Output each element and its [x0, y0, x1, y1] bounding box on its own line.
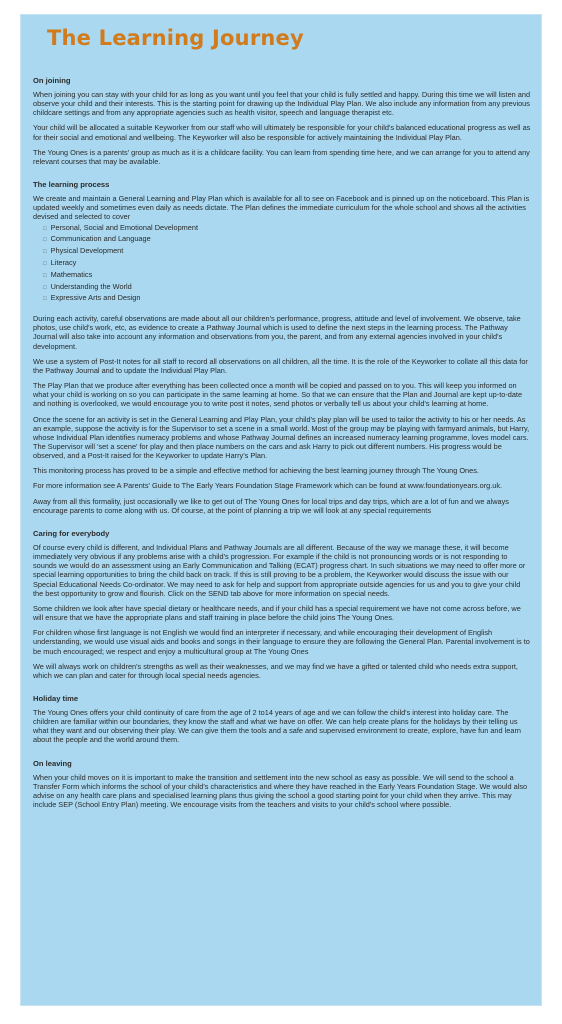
- section-heading: Caring for everybody: [33, 528, 110, 538]
- list-item: □ Personal, Social and Emotional Development: [43, 223, 532, 235]
- section-heading: On leaving: [33, 758, 72, 768]
- paragraph: Some children we look after have special dietary or healthcare needs, and if your child has a special requirement we have not come across before, we will ensure that we have the appropriate plans and staff training in place before the child joins The Young Ones.: [33, 603, 521, 623]
- section-on-joining: [33, 76, 532, 166]
- learning-areas-list: [43, 223, 532, 306]
- paragraph: The Young Ones offers your child continuity of care from the age of 2 to14 years of age and we can follow the child's interest into holiday care. The children are familiar within our boundaries, they know the staff and what we have on offer. We can help create plans for the holidays by their telling us what they want and our observing their play. We can give them the tools and a safe and supervised environment to create, explore, have fun and learn about the people and the world around them.: [33, 707, 521, 745]
- paragraph: We will always work on children's strengths as well as their weaknesses, and we may find we have a gifted or talented child who needs extra support, which we can plan and cater for through local special needs agencies.: [33, 661, 518, 680]
- paragraph: The Play Plan that we produce after everything has been collected once a month will be copied and passed on to you. This will keep you informed on what your child is working on so you can participate in the same learning at home. So that we can ensure that the Plan and Journal are kept up-to-date and nothing is overlooked, we would encourage you to write post it notes, send photos or verbally tell us about your child's learning at home.: [33, 381, 523, 409]
- paragraph: Of course every child is different, and Individual Plans and Pathway Journals are all different. Because of the way we manage these, it will become immediately very obvious if any problems arise with a child's progression. For example if the child is not pronouncing words or is not responding to sounds we would do an assessment using an Early Communication and Talking (ECAT) progress chart. In such situations we may need to offer more or special learning opportunities to bring the child back on track. If this is still proving to be a problem, the Keyworker would discuss the issue with our Special Educational Needs Co-ordinator. We may need to ask for help and support from appropriate outside agencies for us and you to give your child the best opportunity to grow and flourish. Click on the SEND tab above for more information on special needs.: [33, 542, 526, 598]
- paragraph: For children whose first language is not English we would find an interpreter if necessary, and while encouraging their development of English understanding, we would use visual aids and books and songs in their language to ensure they are following the General Plan. Parental involvement is to be much encouraged; we respect and enjoy a multicultural group at The Young Ones: [33, 628, 530, 656]
- section-on-leaving: [33, 759, 532, 810]
- paragraph: Away from all this formality, just occasionally we like to get out of The Young Ones for local trips and day trips, which are a lot of fun and we always encourage parents to come along with us. Of course, at the point of planning a trip we will look at any special requirements: [33, 496, 509, 515]
- paragraph: The Young Ones is a parents' group as much as it is a childcare facility. You can learn from spending time here, and we can arrange for you to attend any relevant courses that may be available.: [33, 147, 530, 166]
- section-heading: The learning process: [33, 180, 110, 190]
- section-heading: On joining: [33, 76, 71, 85]
- paragraph: Your child will be allocated a suitable Keyworker from our staff who will ultimately be responsible for your child's balanced educational progress as well as for their social and emotional and wellbeing. The Keyworker will also be responsible for actively maintaining the Individual Play Plan.: [33, 123, 531, 142]
- section-heading: Holiday time: [33, 693, 79, 703]
- paragraph: When joining you can stay with your child for as long as you want until you feel that your child is fully settled and happy. During this time we will listen and observe your child and their interests. This is the starting point for drawing up the Individual Play Plan. We also include any information from any previous childcare settings and from any appropriate agencies such as health visitor, speech and language therapist etc.: [33, 90, 531, 118]
- section-holiday-time: [33, 694, 532, 745]
- paragraph: Once the scene for an activity is set in the General Learning and Play Plan, your child's play plan will be used to tailor the activity to his or her needs. As an example, suppose the activity is for the Supervisor to set a scene in a small world. Most of the group may be playing with farmyard animals, but Harry, whose Individual Plan identifies numeracy problems and whose Pathway Journal defines an increased numeracy learning programme, loves model cars. The Supervisor will 'set a scene' for play and then place numbers on the cars and ask Harry to pick out different numbers. His progress would be observed, and a Post-It raised for the Keyworker to update Harry's Plan.: [33, 414, 530, 461]
- list-item: □ Physical Development: [43, 246, 532, 258]
- list-item: □ Expressive Arts and Design: [43, 293, 532, 305]
- list-item: □ Literacy: [43, 258, 532, 270]
- paragraph: For more information see A Parents' Guide to The Early Years Foundation Stage Framework which can be found at www.foundationyears.org.uk.: [33, 481, 503, 491]
- section-caring-for-everybody: [33, 529, 532, 680]
- page-title: The Learning Journey: [47, 26, 304, 50]
- list-item: □ Understanding the World: [43, 282, 532, 294]
- paragraph: This monitoring process has proved to be a simple and effective method for achieving the best learning journey through The Young Ones.: [33, 466, 479, 476]
- section-learning-process: [33, 180, 532, 515]
- list-item: □ Mathematics: [43, 270, 532, 282]
- content-panel: [20, 14, 542, 1006]
- paragraph: We use a system of Post-It notes for all staff to record all observations on all children, all the time. It is the role of the Keyworker to collate all this data for the Pathway Journal and to update the Individual Play Plan.: [33, 356, 528, 375]
- paragraph: We create and maintain a General Learning and Play Plan which is available for all to see on Facebook and is pinned up on the noticeboard. This Plan is updated weekly and sometimes even daily as needs dictate. The Plan defines the immediate curriculum for the whole school and shows all the activities devised and selected to cover: [33, 194, 530, 222]
- paragraph: When your child moves on it is important to make the transition and settlement into the new school as easy as possible. We will send to the school a Transfer Form which informs the school of your child's characteristics and where they have reached in the Early Years Foundation Stage. We would also advise on any health care plans and specialised learning plans thus giving the school a good starting point for your child when they arrive. This may include SEP (School Entry Plan) meeting. We encourage visits from the teachers and visits to your child's school where possible.: [33, 772, 528, 810]
- paragraph: During each activity, careful observations are made about all our children's performance, progress, attitude and level of involvement. We observe, take photos, use child's work, etc, as evidence to create a Pathway Journal which is used to define the next steps in the learning process. The Pathway Journal will also take into account any information and observations from you, the parent, and from any external agencies involved in your child's development.: [33, 314, 521, 351]
- list-item: □ Communication and Language: [43, 234, 532, 246]
